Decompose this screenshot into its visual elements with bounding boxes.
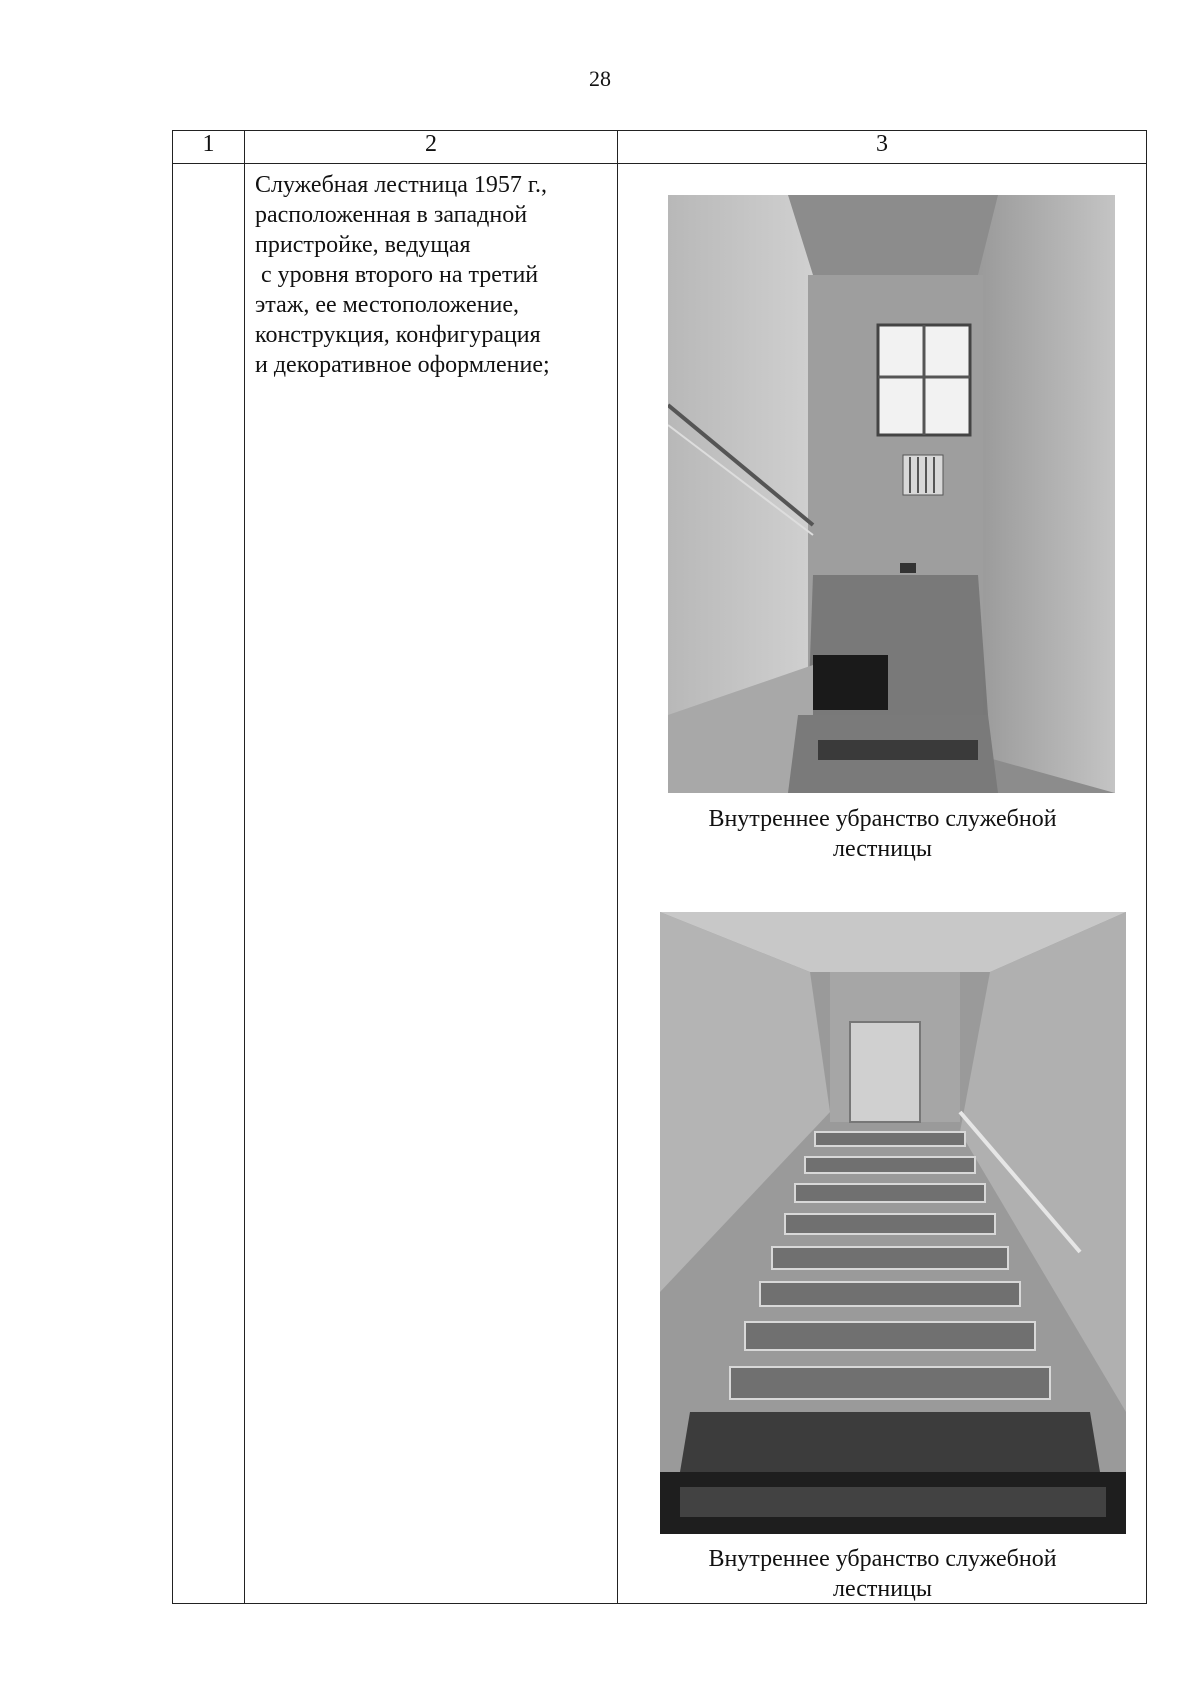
column-header-1: 1 (173, 131, 245, 164)
page-number: 28 (589, 66, 611, 91)
column-header-3: 3 (618, 131, 1147, 164)
document-table (172, 130, 1147, 1604)
photo-cell (618, 164, 1147, 1604)
row-number-cell (173, 164, 245, 1604)
description-cell (245, 164, 618, 1604)
description-line: Служебная лестница 1957 г., (255, 172, 548, 198)
caption-line: лестницы (832, 1576, 933, 1602)
table-row (173, 164, 1147, 1604)
caption-line: Внутреннее убранство служебной (708, 806, 1057, 832)
object-description (245, 164, 617, 380)
description-line: пристройке, ведущая (255, 232, 471, 258)
staircase-landing-photo (668, 195, 1115, 793)
table-header-row (173, 131, 1147, 164)
description-line: с уровня второго на третий (255, 262, 539, 288)
description-line: конструкция, конфигурация (255, 322, 541, 348)
photo-caption (618, 804, 1147, 864)
photo-caption (618, 1544, 1147, 1604)
staircase-flight-photo (660, 912, 1126, 1534)
description-line: и декоративное оформление; (255, 352, 550, 378)
caption-line: лестницы (832, 836, 933, 862)
description-line: расположенная в западной (255, 202, 528, 228)
column-header-2: 2 (245, 131, 618, 164)
description-line: этаж, ее местоположение, (255, 292, 520, 318)
caption-line: Внутреннее убранство служебной (708, 1546, 1057, 1572)
